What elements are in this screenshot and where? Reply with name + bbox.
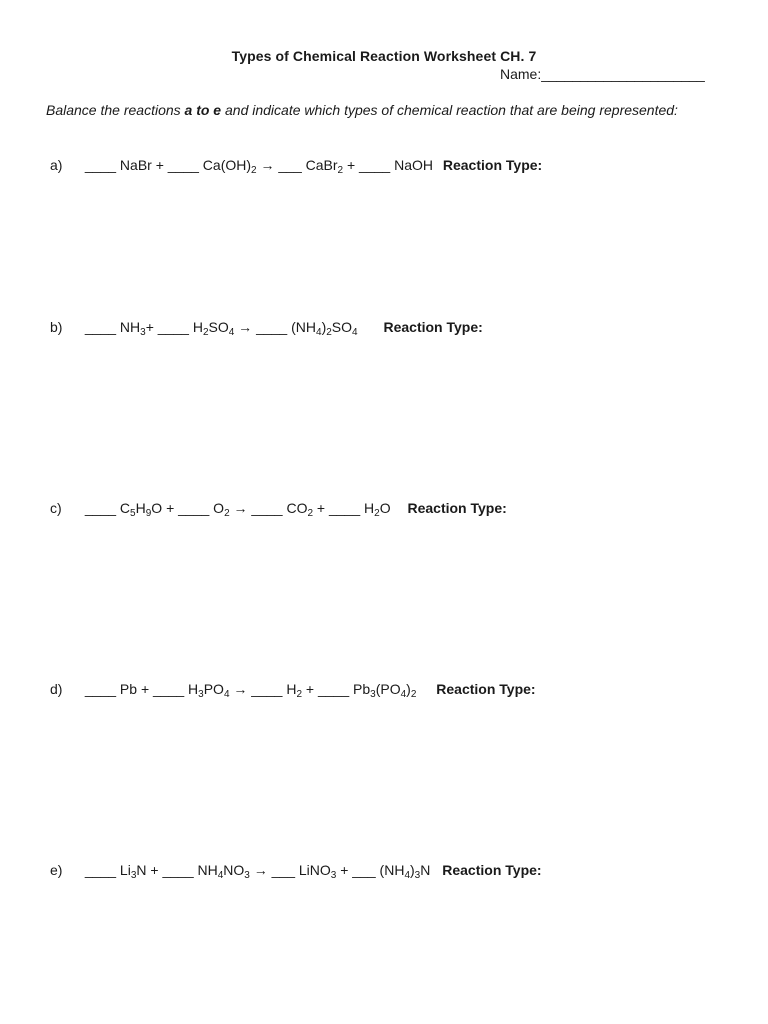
instructions	[46, 101, 686, 120]
equation-c: ____ $C_5H_9O$ + ____ $O_2$ → ____ $CO_2$ + ____ $H_2O$	[84, 500, 391, 519]
question-letter: b)	[50, 319, 63, 335]
reaction-type-label: Reaction Type:	[442, 157, 543, 173]
question-c	[50, 500, 507, 519]
question-letter: a)	[50, 157, 63, 173]
question-e	[50, 862, 542, 881]
question-letter: e)	[50, 862, 63, 878]
equation-a: ____ NaBr + ____ $Ca(OH)_2$ → ___ CaBr$_2$ + ____ NaOH	[84, 157, 433, 176]
equation-e: ____ $Li_3N$ + ____ $NH_4NO_3$ → ___ LiNO$_3$ + ___ $(NH_4)_3N$	[84, 862, 431, 881]
name-field[interactable]: Name:_____________________	[500, 66, 705, 82]
question-letter: c)	[50, 500, 62, 516]
question-d	[50, 681, 536, 700]
equation-b: ____ $NH_3+$ ____ $H_2SO_4$ → ____ $(NH_4)_2SO_4$	[84, 319, 358, 338]
question-letter: d)	[50, 681, 63, 697]
instructions-text-1: Balance the reactions	[46, 102, 185, 118]
instructions-range: a to e	[184, 102, 222, 118]
equation-d: ____ Pb + ____ $H_3PO_4$ → ____ $H_2$ + ____ $Pb_3(PO_4)_2$	[84, 681, 417, 700]
question-a	[50, 157, 543, 176]
worksheet-title: Types of Chemical Reaction Worksheet CH. 7	[231, 48, 537, 64]
question-b	[50, 319, 483, 338]
instructions-text-2: and indicate which types of chemical reaction that are being represented:	[221, 102, 678, 118]
reaction-type-label: Reaction Type:	[383, 319, 483, 335]
reaction-type-label: Reaction Type:	[436, 681, 536, 697]
reaction-type-label: Reaction Type:	[407, 500, 507, 516]
reaction-type-label: Reaction Type:	[442, 862, 542, 878]
